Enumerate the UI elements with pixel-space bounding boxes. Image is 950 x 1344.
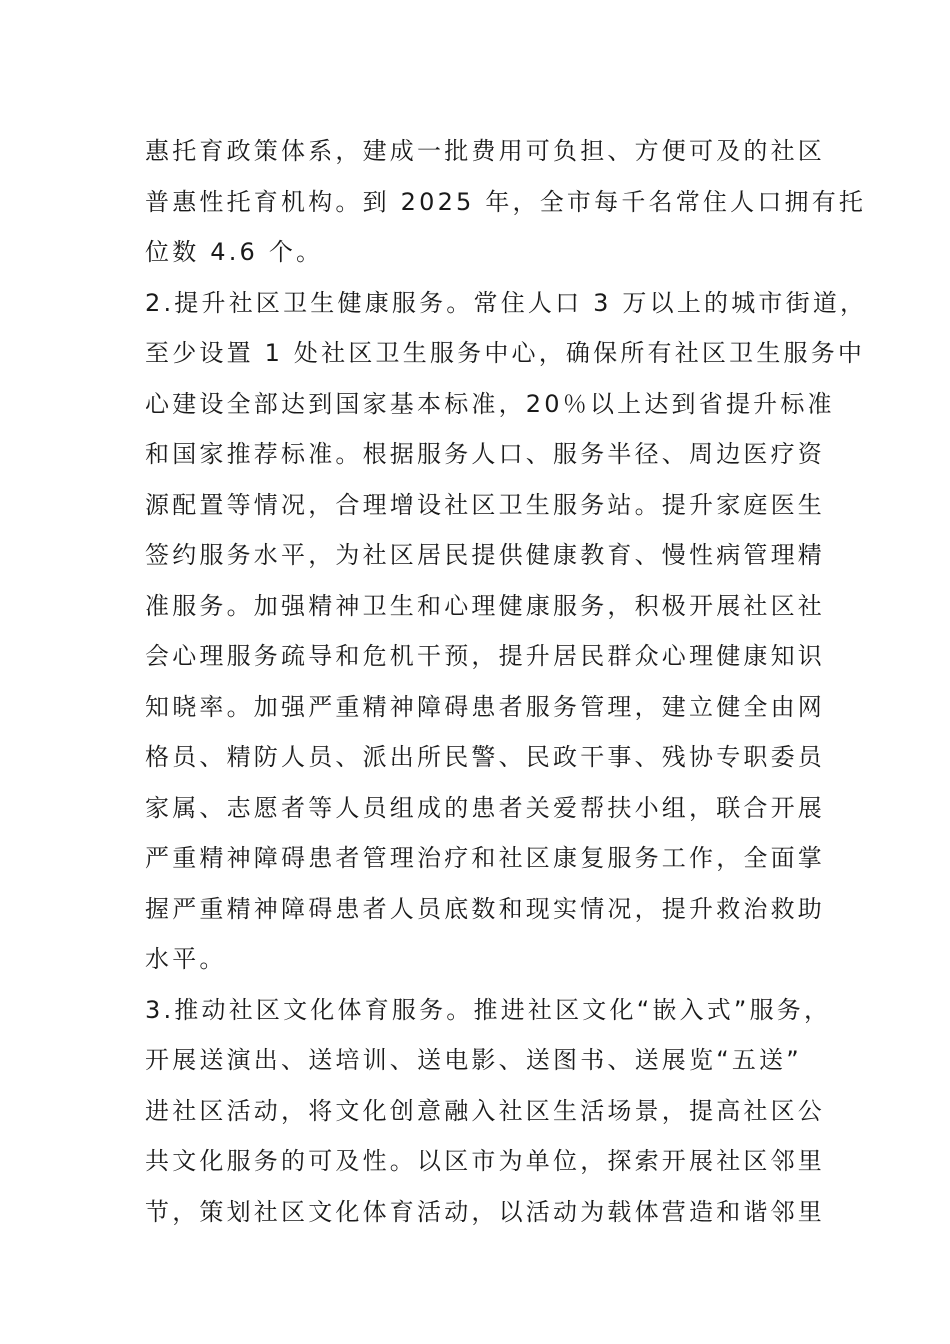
text-line: 知晓率。加强严重精神障碍患者服务管理，建立健全由网 (145, 692, 825, 721)
text-line: 3.推动社区文化体育服务。推进社区文化“嵌入式”服务， (145, 995, 832, 1024)
text-line: 节，策划社区文化体育活动，以活动为载体营造和谐邻里 (145, 1197, 825, 1226)
text-line: 水平。 (145, 945, 227, 973)
text-line: 2.提升社区卫生健康服务。常住人口 3 万以上的城市街道， (145, 288, 868, 317)
paragraph-culture-sports (145, 985, 832, 1238)
text-line: 会心理服务疏导和危机干预，提升居民群众心理健康知识 (145, 642, 825, 670)
text-line: 普惠性托育机构。到 2025 年，全市每千名常住人口拥有托 (145, 187, 867, 216)
text-line: 源配置等情况，合理增设社区卫生服务站。提升家庭医生 (145, 490, 825, 519)
document-body (145, 126, 868, 1237)
text-line: 和国家推荐标准。根据服务人口、服务半径、周边医疗资 (145, 440, 825, 468)
text-line: 握严重精神障碍患者人员底数和现实情况，提升救治救助 (145, 894, 825, 923)
text-line: 至少设置 1 处社区卫生服务中心，确保所有社区卫生服务中 (145, 339, 866, 367)
text-line: 心建设全部达到国家基本标准，20％以上达到省提升标准 (145, 389, 835, 418)
text-line: 位数 4.6 个。 (145, 238, 324, 266)
text-line: 准服务。加强精神卫生和心理健康服务，积极开展社区社 (145, 591, 825, 620)
text-line: 共文化服务的可及性。以区市为单位，探索开展社区邻里 (145, 1147, 825, 1175)
paragraph-childcare (145, 126, 867, 278)
text-line: 进社区活动，将文化创意融入社区生活场景，提高社区公 (145, 1096, 825, 1125)
text-line: 格员、精防人员、派出所民警、民政干事、残协专职委员 (145, 743, 825, 771)
text-line: 严重精神障碍患者管理治疗和社区康复服务工作，全面掌 (145, 844, 825, 872)
text-line: 家属、志愿者等人员组成的患者关爱帮扶小组，联合开展 (145, 793, 825, 822)
text-line: 惠托育政策体系，建成一批费用可负担、方便可及的社区 (145, 137, 825, 165)
text-line: 签约服务水平，为社区居民提供健康教育、慢性病管理精 (145, 541, 825, 569)
paragraph-community-health (145, 278, 868, 985)
text-line: 开展送演出、送培训、送电影、送图书、送展览“五送” (145, 1046, 802, 1074)
